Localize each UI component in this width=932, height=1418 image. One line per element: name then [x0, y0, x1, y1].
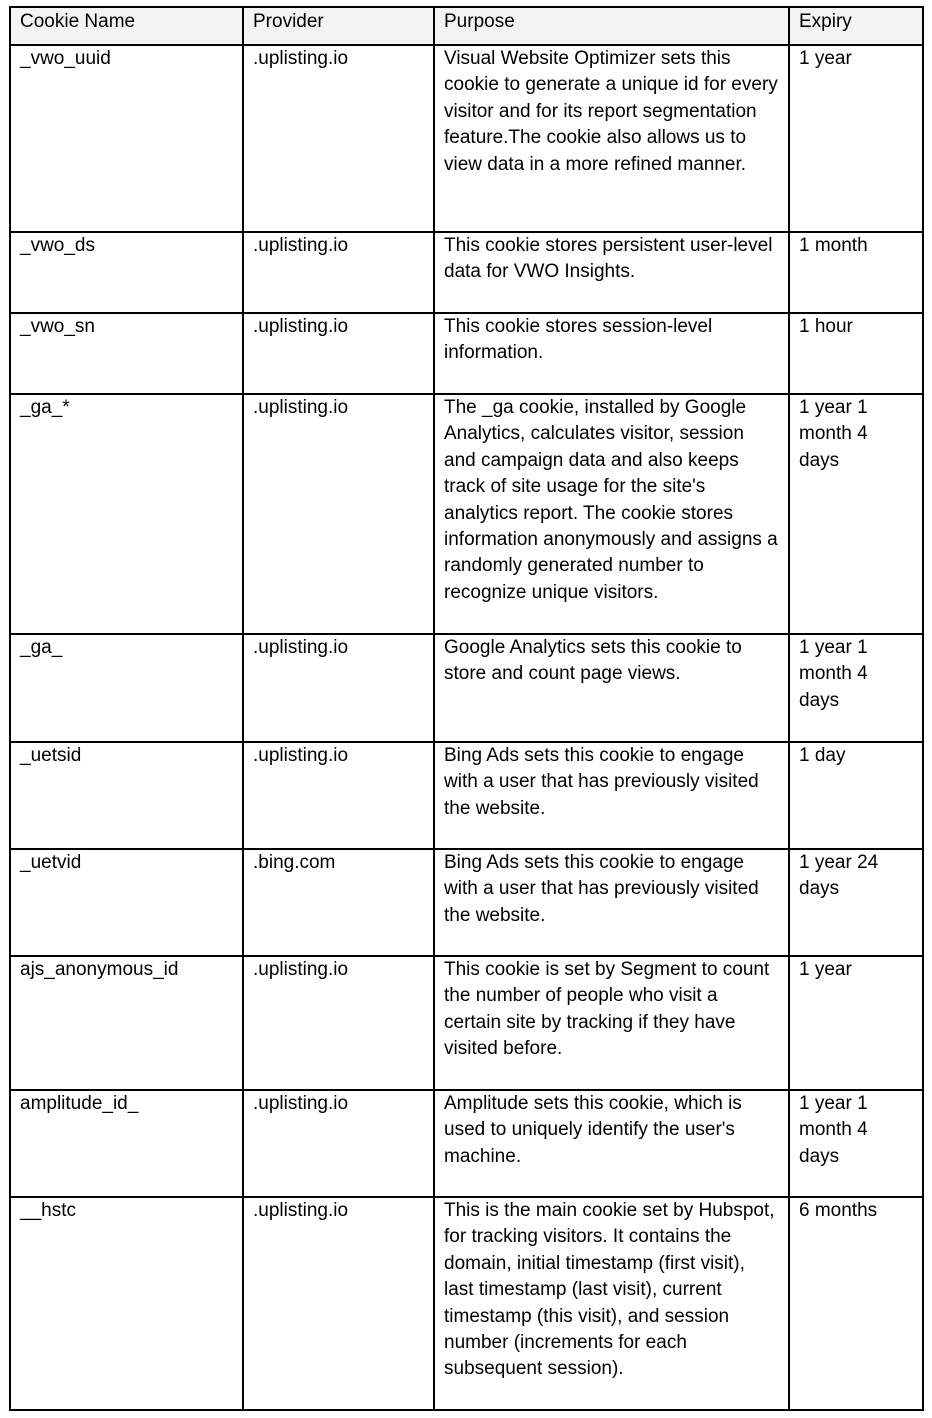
table-header: [10, 7, 923, 45]
cookie-name-cell: _vwo_sn: [10, 313, 243, 394]
expiry-cell: 1 day: [789, 742, 923, 849]
provider-cell: .uplisting.io: [243, 742, 434, 849]
table-row: [10, 849, 923, 956]
cookie-name-cell: _vwo_ds: [10, 232, 243, 313]
expiry-cell: 1 year 1 month 4 days: [789, 634, 923, 742]
expiry-cell: 1 year 1 month 4 days: [789, 394, 923, 634]
header-row: [10, 7, 923, 45]
purpose-cell: This cookie stores session-level information.: [434, 313, 789, 394]
purpose-cell: Google Analytics sets this cookie to store and count page views.: [434, 634, 789, 742]
purpose-cell: Bing Ads sets this cookie to engage with a user that has previously visited the website.: [434, 849, 789, 956]
provider-cell: .uplisting.io: [243, 45, 434, 232]
provider-cell: .uplisting.io: [243, 232, 434, 313]
provider-cell: .bing.com: [243, 849, 434, 956]
expiry-cell: 1 hour: [789, 313, 923, 394]
table-row: [10, 1090, 923, 1197]
table-row: [10, 313, 923, 394]
cookie-name-cell: _uetvid: [10, 849, 243, 956]
table-row: [10, 232, 923, 313]
table-row: [10, 45, 923, 232]
cookie-name-cell: __hstc: [10, 1197, 243, 1410]
header-cookie-name: Cookie Name: [10, 7, 243, 45]
expiry-cell: 1 year 24 days: [789, 849, 923, 956]
table-row: [10, 634, 923, 742]
header-provider: Provider: [243, 7, 434, 45]
purpose-cell: Amplitude sets this cookie, which is used to uniquely identify the user's machine.: [434, 1090, 789, 1197]
cookie-name-cell: ajs_anonymous_id: [10, 956, 243, 1090]
expiry-cell: 6 months: [789, 1197, 923, 1410]
purpose-cell: Bing Ads sets this cookie to engage with a user that has previously visited the website.: [434, 742, 789, 849]
expiry-cell: 1 year: [789, 956, 923, 1090]
expiry-cell: 1 month: [789, 232, 923, 313]
table-row: [10, 742, 923, 849]
table-row: [10, 1197, 923, 1410]
purpose-cell: This is the main cookie set by Hubspot, for tracking visitors. It contains the domain, initial timestamp (first visit), last timestamp (last visit), current timestamp (this visit), and session number (increments for each subsequent session).: [434, 1197, 789, 1410]
expiry-cell: 1 year 1 month 4 days: [789, 1090, 923, 1197]
cookie-name-cell: _ga_*: [10, 394, 243, 634]
table-body: [10, 45, 923, 1410]
header-purpose: Purpose: [434, 7, 789, 45]
purpose-cell: The _ga cookie, installed by Google Analytics, calculates visitor, session and campaign data and also keeps track of site usage for the site's analytics report. The cookie stores information anonymously and assigns a randomly generated number to recognize unique visitors.: [434, 394, 789, 634]
provider-cell: .uplisting.io: [243, 634, 434, 742]
purpose-cell: This cookie is set by Segment to count the number of people who visit a certain site by tracking if they have visited before.: [434, 956, 789, 1090]
provider-cell: .uplisting.io: [243, 394, 434, 634]
provider-cell: .uplisting.io: [243, 1197, 434, 1410]
provider-cell: .uplisting.io: [243, 1090, 434, 1197]
cookie-name-cell: _vwo_uuid: [10, 45, 243, 232]
header-expiry: Expiry: [789, 7, 923, 45]
purpose-cell: Visual Website Optimizer sets this cookie to generate a unique id for every visitor and for its report segmentation feature.The cookie also allows us to view data in a more refined manner.: [434, 45, 789, 232]
table-row: [10, 956, 923, 1090]
purpose-cell: This cookie stores persistent user-level data for VWO Insights.: [434, 232, 789, 313]
expiry-cell: 1 year: [789, 45, 923, 232]
cookie-table: [9, 6, 924, 1411]
cookie-name-cell: _ga_: [10, 634, 243, 742]
provider-cell: .uplisting.io: [243, 956, 434, 1090]
cookie-name-cell: amplitude_id_: [10, 1090, 243, 1197]
provider-cell: .uplisting.io: [243, 313, 434, 394]
table-row: [10, 394, 923, 634]
cookie-name-cell: _uetsid: [10, 742, 243, 849]
